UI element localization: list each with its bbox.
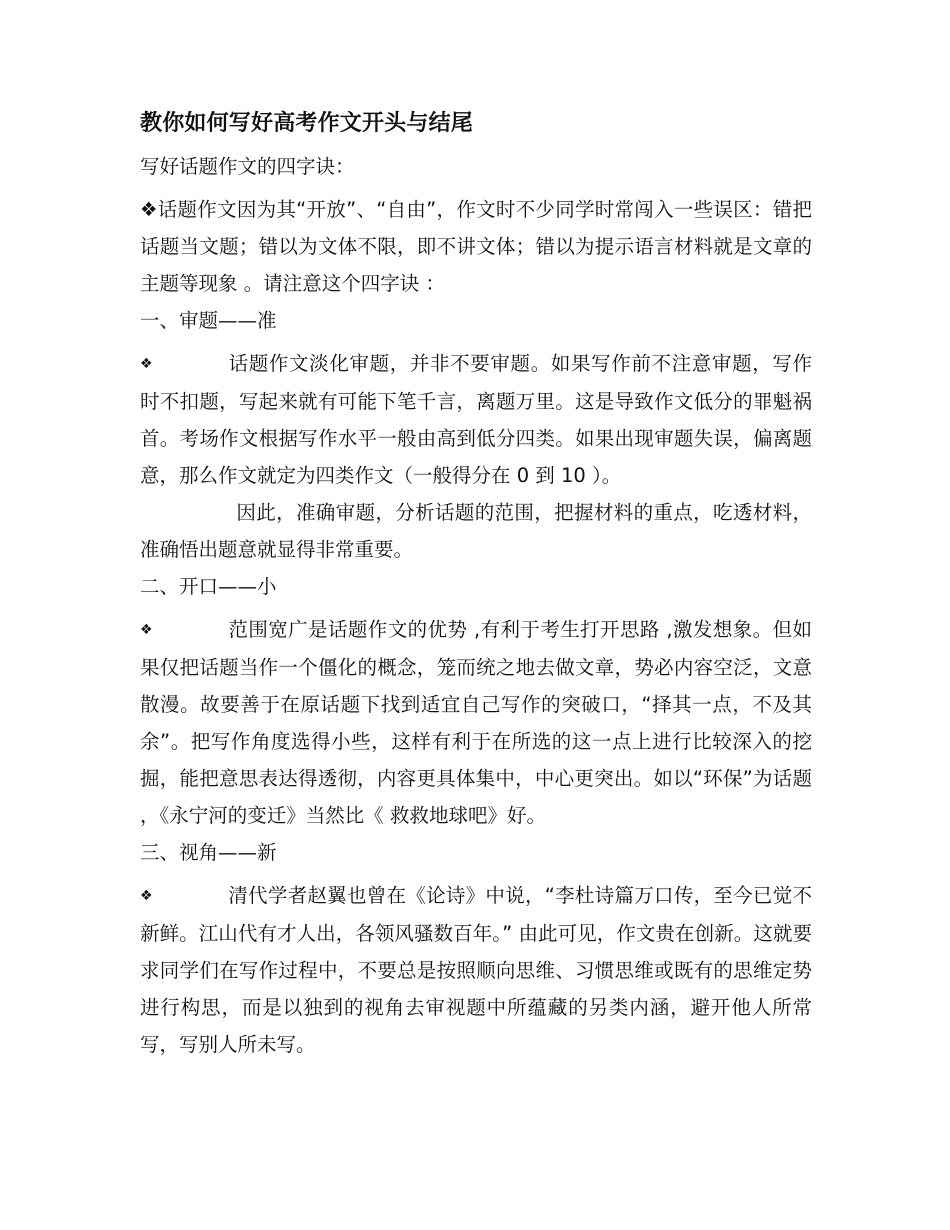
intro-line: 写好话题作文的四字诀： — [140, 155, 355, 178]
section-heading-2: 二、开口——小 — [140, 575, 277, 598]
section-1-text: 话题作文淡化审题，并非不要审题。如果写作前不注意审题，写作时不扣题，写起来就有可能下笔千言，离题万里。这是导致作文低分的罪魁祸首。考场作文根据写作水平一般由高到低分四类。如果出现审题失误，偏离题意，那么作文就定为四类作文（一般得分在 0 到 10 ）。 — [140, 352, 812, 487]
section-1-paragraph — [140, 345, 812, 494]
document-page — [140, 108, 812, 1063]
bullet-diamond-icon: ❖ — [140, 622, 153, 638]
bullet-diamond-icon: ❖ — [140, 888, 153, 904]
section-3-paragraph — [140, 877, 812, 1063]
intro-paragraph: ❖话题作文因为其“开放”、“自由”，作文时不少同学时常闯入一些误区：错把话题当文题；错以为文体不限，即不讲文体；错以为提示语言材料就是文章的主题等现象 。请注意这个四字诀 ： — [140, 198, 812, 295]
bullet-diamond-icon: ❖ — [140, 356, 153, 372]
section-1-text-2: 因此，准确审题，分析话题的范围，把握材料的重点，吃透材料，准确悟出题意就显得非常重要。 — [140, 501, 812, 561]
section-heading-1: 一、审题——准 — [140, 309, 277, 332]
section-3-text: 清代学者赵翼也曾在《论诗》中说，“李杜诗篇万口传，至今已觉不新鲜。江山代有才人出，各领风骚数百年。” 由此可见，作文贵在创新。这就要求同学们在写作过程中，不要总是按照顺向思维、习惯思维或既有的思维定势进行构思，而是以独到的视角去审视题中所蕴藏的另类内涵，避开他人所常写，写别人所未写。 — [140, 884, 812, 1056]
section-2-text: 范围宽广是话题作文的优势 ,有利于考生打开思路 ,激发想象。但如果仅把话题当作一个僵化的概念，笼而统之地去做文章，势必内容空泛，文意散漫。故要善于在原话题下找到适宜自己写作的突破口，“择其一点，不及其余”。把写作角度选得小些，这样有利于在所选的这一点上进行比较深入的挖掘，能把意思表达得透彻，内容更具体集中，中心更突出。如以“环保”为话题 ，《永宁河的变迁》当然比《 救救地球吧》好。 — [140, 618, 812, 827]
section-2-paragraph — [140, 611, 812, 834]
section-heading-3: 三、视角——新 — [140, 841, 277, 864]
section-1-paragraph-2 — [140, 494, 812, 568]
document-title: 教你如何写好高考作文开头与结尾 — [140, 111, 474, 136]
